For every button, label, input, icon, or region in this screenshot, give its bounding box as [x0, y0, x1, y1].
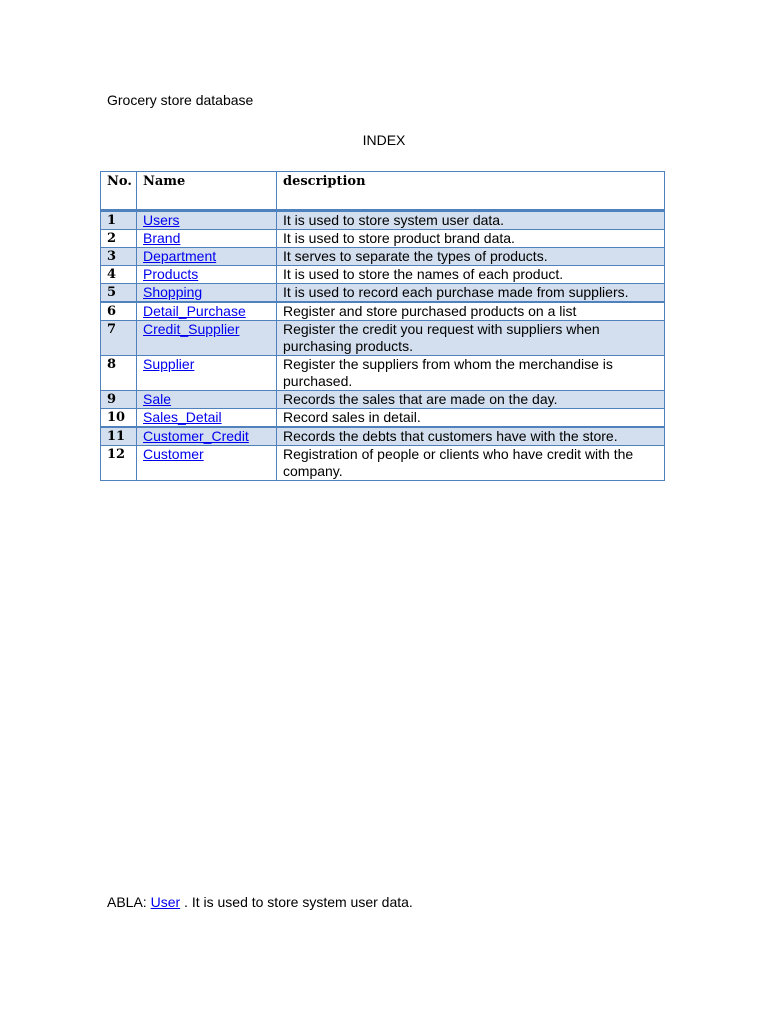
row-description: Registration of people or clients who have credit with the company.: [277, 446, 665, 481]
row-description: Records the sales that are made on the day.: [277, 391, 665, 409]
row-name-cell: [137, 409, 277, 428]
table-row: [101, 284, 665, 303]
column-header-no: No.: [101, 172, 137, 211]
row-number: 11: [101, 427, 137, 446]
row-name-cell: [137, 211, 277, 230]
row-description: It is used to store product brand data.: [277, 230, 665, 248]
table-link[interactable]: Users: [143, 212, 180, 228]
table-link[interactable]: Sale: [143, 391, 172, 407]
table-row: [101, 409, 665, 428]
row-description: Register the suppliers from whom the merchandise is purchased.: [277, 356, 665, 391]
table-link[interactable]: Supplier: [143, 356, 195, 372]
row-name-cell: [137, 302, 277, 321]
table-row: [101, 446, 665, 481]
row-name-cell: [137, 356, 277, 391]
table-link[interactable]: Customer_Credit: [143, 428, 249, 444]
row-name-cell: [137, 266, 277, 284]
table-link[interactable]: Department: [143, 248, 217, 264]
row-number: 10: [101, 409, 137, 428]
row-number: 6: [101, 302, 137, 321]
row-description: Register and store purchased products on a list: [277, 302, 665, 321]
table-row: [101, 248, 665, 266]
table-link[interactable]: Products: [143, 266, 199, 282]
table-link[interactable]: Brand: [143, 230, 181, 246]
footer-prefix: ABLA:: [107, 894, 147, 910]
row-description: It is used to store system user data.: [277, 211, 665, 230]
index-heading-text: INDEX: [362, 132, 406, 148]
row-name-cell: [137, 248, 277, 266]
table-link[interactable]: Shopping: [143, 284, 203, 300]
table-header-row: [101, 172, 665, 211]
row-number: 3: [101, 248, 137, 266]
row-name-cell: [137, 446, 277, 481]
table-link[interactable]: Credit_Supplier: [143, 321, 240, 337]
table-row: [101, 211, 665, 230]
column-header-description: description: [277, 172, 665, 211]
footer-user-link[interactable]: User: [150, 894, 181, 910]
row-number: 1: [101, 211, 137, 230]
column-header-name: Name: [137, 172, 277, 211]
row-description: It is used to store the names of each product.: [277, 266, 665, 284]
row-number: 7: [101, 321, 137, 356]
table-link[interactable]: Sales_Detail: [143, 409, 222, 425]
table-link[interactable]: Customer: [143, 446, 204, 462]
table-row: [101, 266, 665, 284]
row-description: Register the credit you request with suppliers when purchasing products.: [277, 321, 665, 356]
table-row: [101, 356, 665, 391]
row-name-cell: [137, 427, 277, 446]
table-link[interactable]: Detail_Purchase: [143, 303, 246, 319]
table-row: [101, 230, 665, 248]
table-row: [101, 321, 665, 356]
row-name-cell: [137, 391, 277, 409]
row-number: 5: [101, 284, 137, 303]
row-name-cell: [137, 321, 277, 356]
row-description: Record sales in detail.: [277, 409, 665, 428]
table-row: [101, 427, 665, 446]
table-row: [101, 302, 665, 321]
footer-text: . It is used to store system user data.: [184, 894, 413, 910]
row-number: 4: [101, 266, 137, 284]
row-number: 12: [101, 446, 137, 481]
row-description: It is used to record each purchase made from suppliers.: [277, 284, 665, 303]
index-table: [100, 171, 665, 481]
row-number: 9: [101, 391, 137, 409]
row-description: It serves to separate the types of products.: [277, 248, 665, 266]
row-name-cell: [137, 230, 277, 248]
index-heading: [0, 132, 768, 149]
row-description: Records the debts that customers have with the store.: [277, 427, 665, 446]
document-title: Grocery store database: [107, 92, 254, 108]
row-number: 2: [101, 230, 137, 248]
table-row: [101, 391, 665, 409]
footer-line: [107, 894, 413, 911]
row-number: 8: [101, 356, 137, 391]
row-name-cell: [137, 284, 277, 303]
